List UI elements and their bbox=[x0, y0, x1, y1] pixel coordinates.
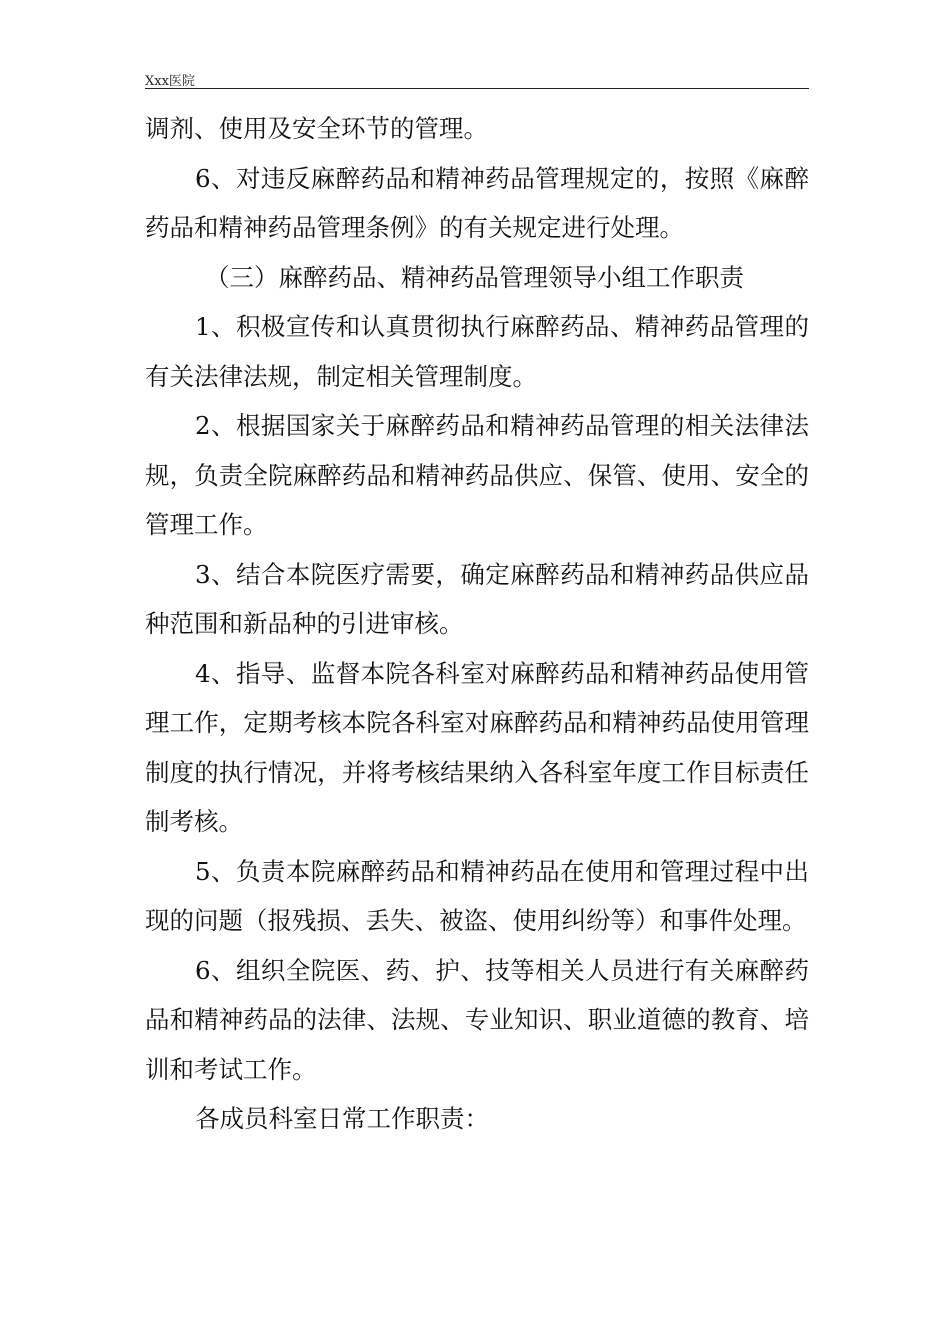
section-heading: （三）麻醉药品、精神药品管理领导小组工作职责 bbox=[205, 262, 744, 292]
paragraph-item-6-violation: 6、对违反麻醉药品和精神药品管理规定的，按照《麻醉药品和精神药品管理条例》的有关规定进行处理。 bbox=[145, 163, 809, 242]
paragraph-item-5: 5、负责本院麻醉药品和精神药品在使用和管理过程中出现的问题（报残损、丢失、被盗、使用纠纷等）和事件处理。 bbox=[145, 856, 809, 935]
paragraph-item-3: 3、结合本院医疗需要，确定麻醉药品和精神药品供应品种范围和新品种的引进审核。 bbox=[145, 559, 809, 638]
paragraph-item-2: 2、根据国家关于麻醉药品和精神药品管理的相关法律法规，负责全院麻醉药品和精神药品供应、保管、使用、安全的管理工作。 bbox=[145, 411, 809, 539]
paragraph-item-6: 6、组织全院医、药、护、技等相关人员进行有关麻醉药品和精神药品的法律、法规、专业知识、职业道德的教育、培训和考试工作。 bbox=[145, 955, 809, 1084]
paragraph-member-duties: 各成员科室日常工作职责： bbox=[195, 1104, 489, 1133]
page-header bbox=[145, 70, 809, 89]
header-title: Xxx医院 bbox=[145, 74, 195, 89]
document-body bbox=[145, 104, 809, 1144]
paragraph-continuation: 调剂、使用及安全环节的管理。 bbox=[145, 114, 488, 143]
paragraph-item-4: 4、指导、监督本院各科室对麻醉药品和精神药品使用管理工作，定期考核本院各科室对麻醉药品和精神药品使用管理制度的执行情况，并将考核结果纳入各科室年度工作目标责任制考核。 bbox=[145, 658, 809, 836]
paragraph-item-1: 1、积极宣传和认真贯彻执行麻醉药品、精神药品管理的有关法律法规，制定相关管理制度。 bbox=[145, 312, 809, 391]
